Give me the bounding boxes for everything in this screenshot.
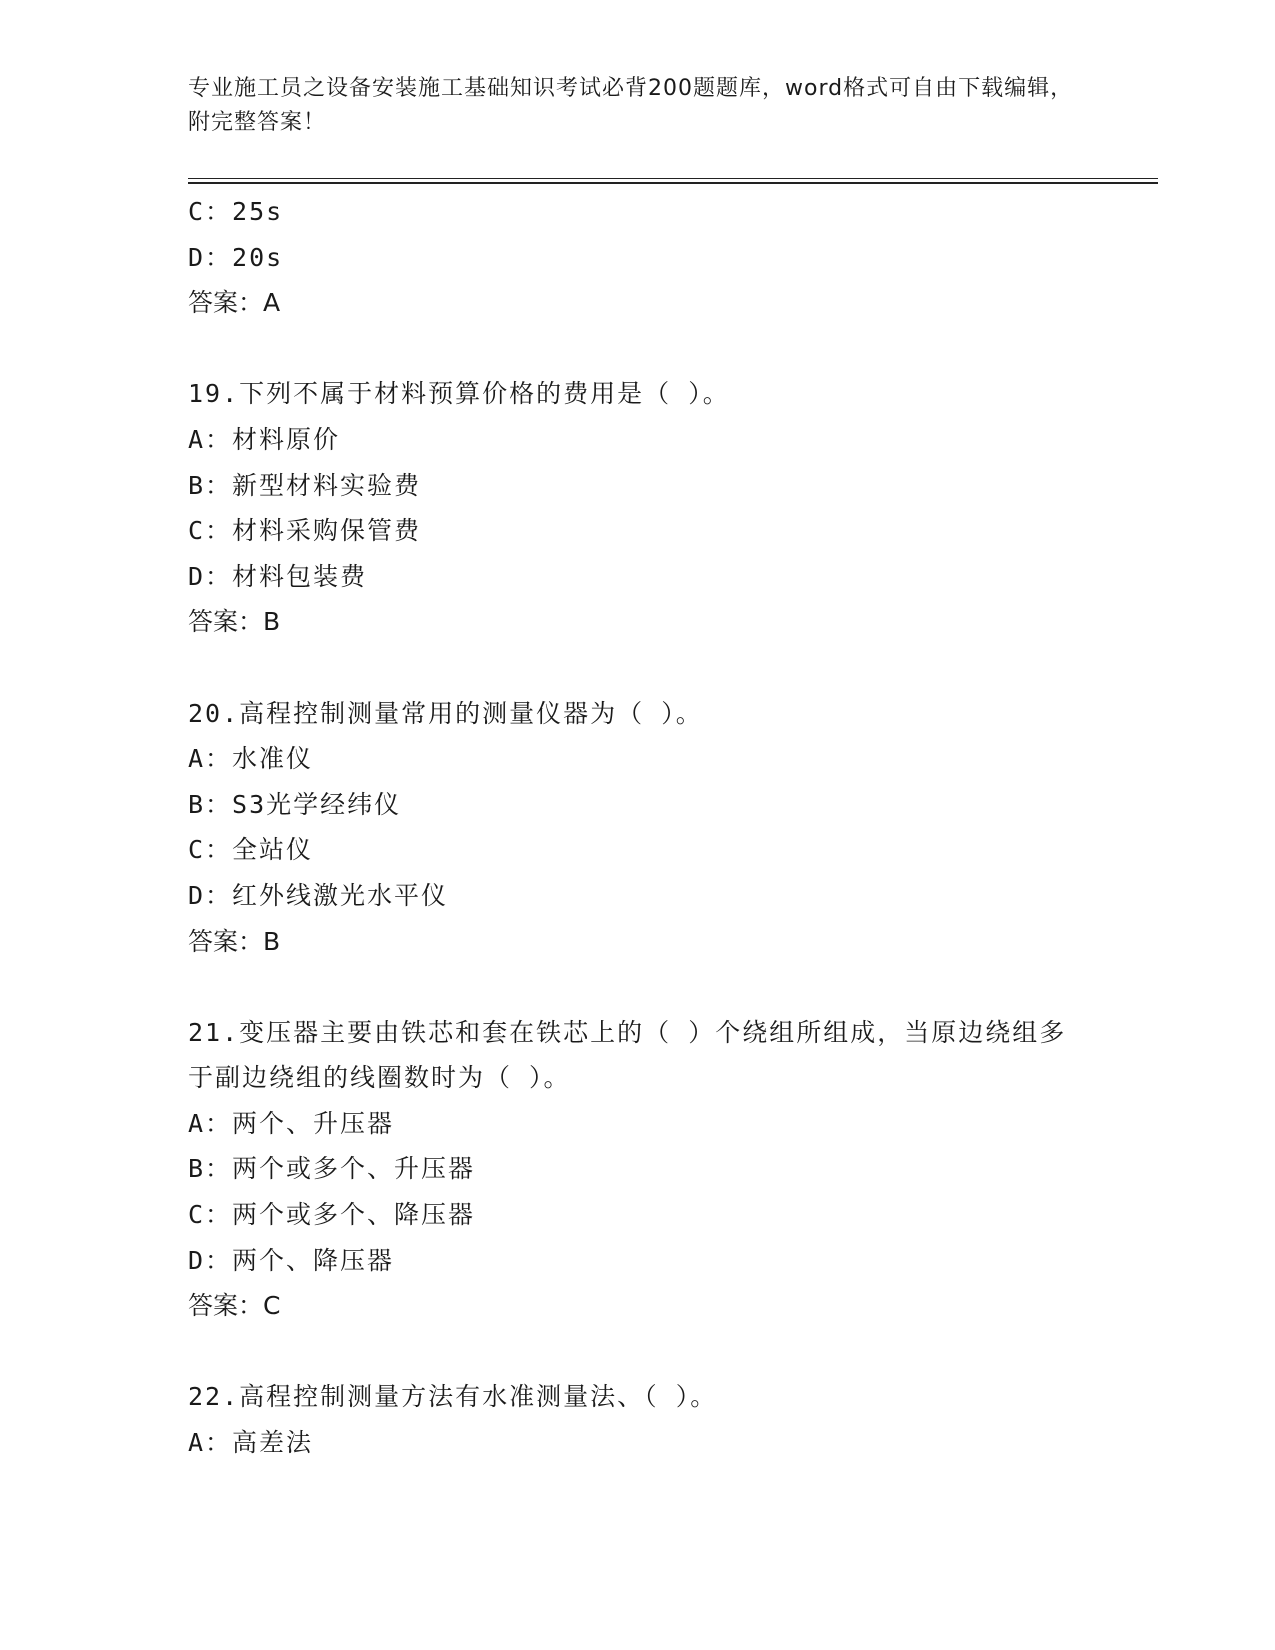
question-20 [188, 691, 1158, 965]
answer-line: 答案：A [188, 288, 281, 318]
option-c: C：全站仪 [188, 835, 314, 865]
option-b: B：S3光学经纬仪 [188, 789, 402, 819]
header-divider-thin [188, 178, 1158, 179]
question-22 [188, 1374, 1158, 1465]
spacer [188, 326, 1158, 372]
header-divider-thick [188, 182, 1158, 184]
option-d: D：材料包装费 [188, 561, 368, 591]
option-b: B：新型材料实验费 [188, 470, 422, 500]
question-21 [188, 1010, 1158, 1329]
option-a: A：两个、升压器 [188, 1108, 395, 1138]
spacer [188, 1329, 1158, 1375]
option-a: A：高差法 [188, 1428, 314, 1458]
option-d: D：20s [188, 242, 284, 272]
spacer [188, 645, 1158, 691]
answer-line: 答案：B [188, 607, 281, 637]
option-c: C：25s [188, 197, 284, 226]
spacer [188, 964, 1158, 1010]
answer-line: 答案：B [188, 926, 281, 956]
question-stem: 19.下列不属于材料预算价格的费用是（ ）。 [188, 379, 730, 409]
option-d: D：两个、降压器 [188, 1245, 395, 1275]
question-18-tail [188, 189, 1158, 326]
option-c: C：材料采购保管费 [188, 516, 422, 546]
option-d: D：红外线激光水平仪 [188, 880, 449, 910]
question-list [188, 189, 1158, 1466]
answer-line: 答案：C [188, 1291, 281, 1321]
question-stem: 22.高程控制测量方法有水准测量法、（ ）。 [188, 1382, 718, 1412]
option-a: A：水准仪 [188, 744, 314, 774]
question-19 [188, 371, 1158, 645]
option-a: A：材料原价 [188, 424, 341, 454]
option-b: B：两个或多个、升压器 [188, 1154, 476, 1184]
document-page [188, 0, 1158, 1650]
document-header: 专业施工员之设备安装施工基础知识考试必背200题题库，word格式可自由下载编辑，附完整答案！ [188, 76, 1074, 135]
question-stem: 21.变压器主要由铁芯和套在铁芯上的（ ）个绕组所组成，当原边绕组多于副边绕组的线圈数时为（ ）。 [188, 1017, 1067, 1093]
question-stem: 20.高程控制测量常用的测量仪器为（ ）。 [188, 698, 703, 728]
option-c: C：两个或多个、降压器 [188, 1200, 476, 1230]
